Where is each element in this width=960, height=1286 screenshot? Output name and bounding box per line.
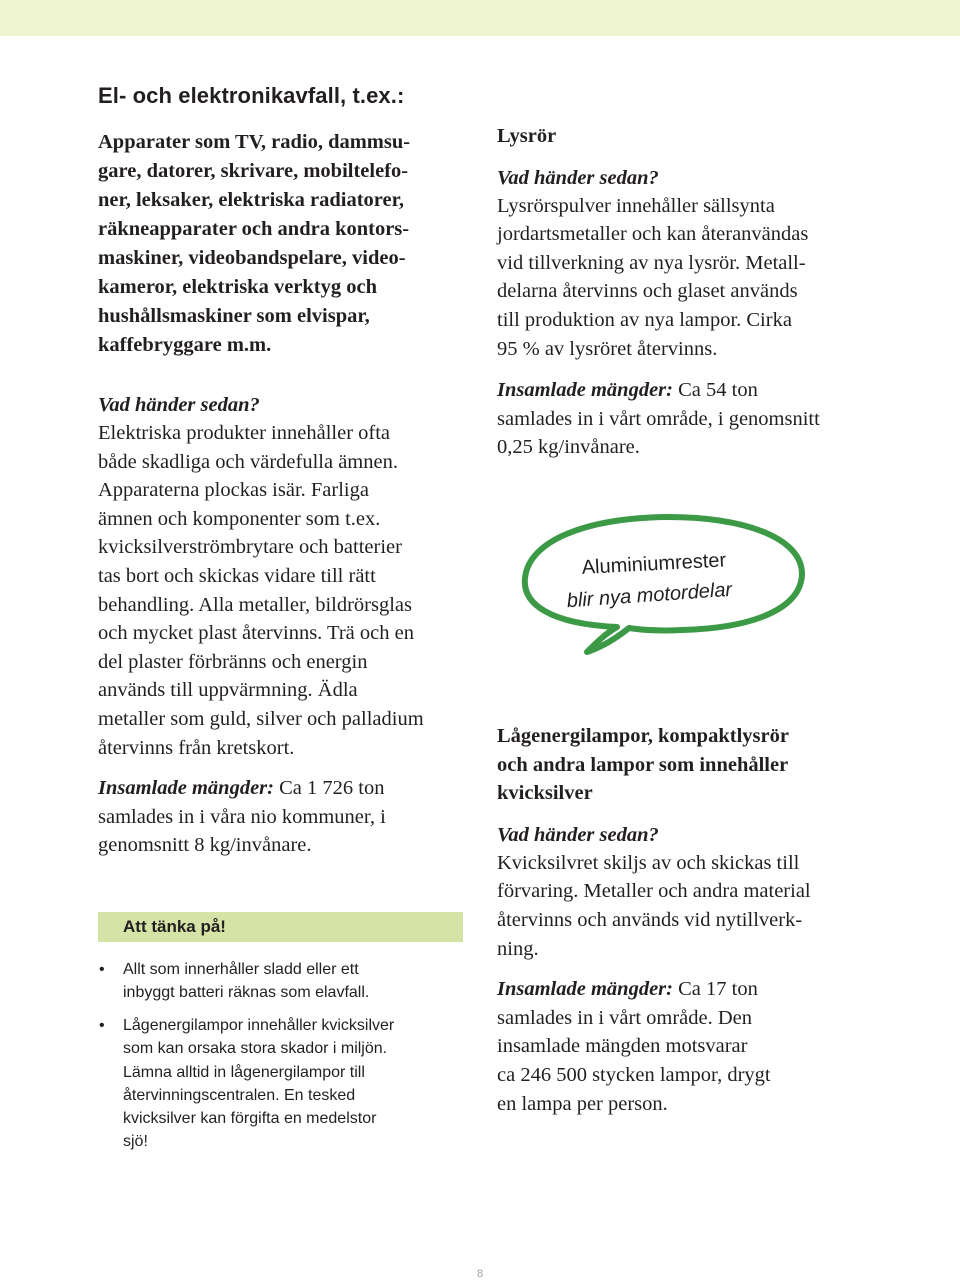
amount-label: Insamlade mängder: — [98, 777, 274, 800]
speech-bubble — [497, 500, 817, 660]
bubble-line-1: Aluminiumrester — [581, 549, 727, 579]
page-number: 8 — [476, 1268, 484, 1280]
amount-paragraph: Insamlade mängder: Ca 54 ton samlades in i vårt område, i genomsnitt 0,25 kg/invånare. — [497, 379, 820, 459]
tips-list — [98, 958, 470, 1154]
amount-label: Insamlade mängder: — [497, 379, 673, 402]
body-paragraph: Kvicksilvret skiljs av och skickas till förvaring. Metaller och andra material återvinns och används vid nytillverk- ning. — [497, 851, 811, 960]
left-column — [98, 82, 470, 1163]
lysror-heading: Lysrör — [497, 125, 557, 147]
section-heading: El- och elektronikavfall, t.ex.: — [98, 83, 405, 108]
right-column — [497, 122, 917, 462]
amount-paragraph: Insamlade mängder: Ca 17 ton samlades in i vårt område. Den insamlade mängden motsvarar ca 246 500 stycken lampor, drygt en lampa per person. — [497, 978, 771, 1115]
lamps-section — [497, 722, 917, 1118]
list-item: • Lågenergilampor innehåller kvicksilver som kan orsaka stora skador i miljön. Lämna alltid in lågenergilampor till återvinningscentralen. En tesked kvicksilver kan förgifta en medelstor sjö! — [98, 1014, 453, 1154]
speech-bubble-shape — [497, 500, 817, 660]
tips-title-box: Att tänka på! — [98, 912, 463, 942]
amount-label: Insamlade mängder: — [497, 978, 673, 1001]
question-heading: Vad händer sedan? — [98, 394, 260, 416]
question-heading: Vad händer sedan? — [497, 823, 659, 846]
body-paragraph: Elektriska produkter innehåller ofta både skadliga och värdefulla ämnen. Apparaterna plockas isär. Farliga ämnen och komponenter som t.ex. kvicksilverströmbrytare och batterier tas bort och skickas vidare till rätt behandling. Alla metaller, bildrörsglas och mycket plast återvinns. Trä och en del plaster förbränns och energin används till uppvärmning. Ädla metaller som guld, silver och palladium återvinns från kretskort. — [98, 422, 424, 759]
body-paragraph: Lysrörspulver innehåller sällsynta jordartsmetaller och kan återanvändas vid tillverkning av nya lysrör. Metall- delarna återvinns och glaset används till produktion av nya lampor. Cirka 95 % av lysröret återvinns. — [497, 194, 809, 360]
question-heading: Vad händer sedan? — [497, 166, 659, 189]
intro-paragraph: Apparater som TV, radio, dammsu- gare, datorer, skrivare, mobiltelefo- ner, leksaker, elektriska radiatorer, räkneapparater och andra kontors- maskiner, videobandspelare, video- kameror, elektriska verktyg och hushållsmaskiner som elvispar, kaffebryggare m.m. — [98, 131, 411, 356]
bubble-line-2: blir nya motordelar — [566, 578, 733, 613]
bullet-icon: • — [99, 1017, 105, 1034]
amount-paragraph: Insamlade mängder: Ca 1 726 ton samlades in i våra nio kommuner, i genomsnitt 8 kg/invånare. — [98, 777, 386, 857]
list-item: • Allt som innerhåller sladd eller ett inbyggt batteri räknas som elavfall. — [98, 958, 453, 1005]
bullet-icon: • — [99, 960, 105, 978]
top-color-band — [0, 0, 960, 36]
lamps-heading: Lågenergilampor, kompaktlysrör och andra lampor som innehåller kvicksilver — [497, 725, 789, 805]
